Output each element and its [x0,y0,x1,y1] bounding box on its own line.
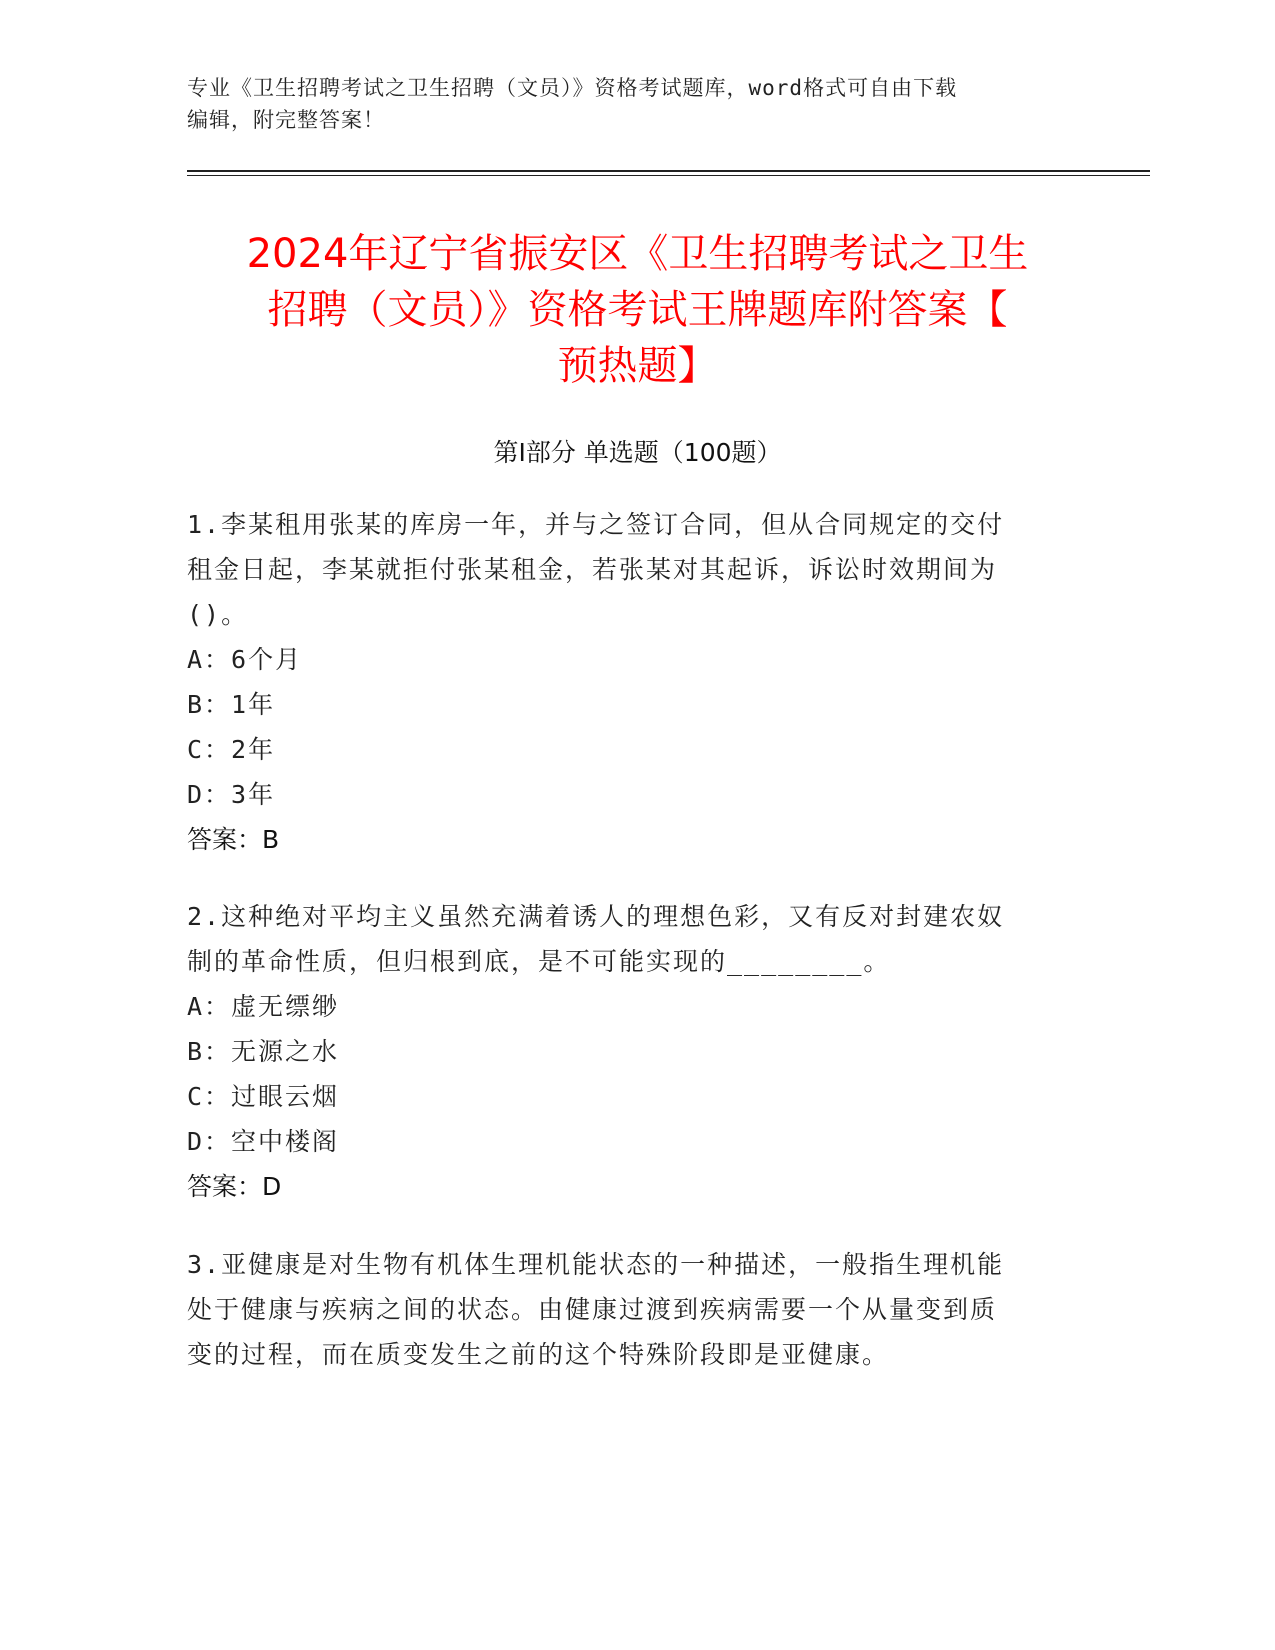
option-a: A：6个月 [187,645,303,674]
option-a: A：虚无缥缈 [187,992,340,1021]
question-stem [187,894,1067,984]
stem-line: ()。 [187,600,249,629]
stem-line: 租金日起，李某就拒付张某租金，若张某对其起诉，诉讼时效期间为 [187,555,998,584]
section-heading: 第I部分 单选题（100题） [493,438,782,467]
option-d: D：空中楼阁 [187,1127,340,1156]
header-note-line: 专业《卫生招聘考试之卫生招聘（文员）》资格考试题库，word格式可自由下载 [187,76,958,100]
header-divider-thin [187,175,1150,176]
answer: 答案：D [187,1172,282,1201]
title-line: 预热题】 [557,343,718,389]
option-b: B：无源之水 [187,1037,340,1066]
stem-line: 1.李某租用张某的库房一年，并与之签订合同，但从合同规定的交付 [187,510,1005,539]
question-3 [187,1242,1067,1377]
document-title [150,226,1125,394]
stem-line: 制的革命性质，但归根到底，是不可能实现的________。 [187,947,891,976]
question-2 [187,894,1067,1209]
question-1 [187,502,1067,862]
option-d: D：3年 [187,780,276,809]
title-line: 招聘（文员）》资格考试王牌题库附答案【 [267,287,1008,333]
answer: 答案：B [187,825,280,854]
question-stem [187,1242,1067,1377]
stem-line: 处于健康与疾病之间的状态。由健康过渡到疾病需要一个从量变到质 [187,1295,998,1324]
header-note-line: 编辑，附完整答案！ [187,108,385,132]
header-note [187,72,1067,136]
header-divider-thick [187,170,1150,172]
option-c: C：2年 [187,735,276,764]
title-line: 2024年辽宁省振安区《卫生招聘考试之卫生 [246,231,1029,277]
stem-line: 变的过程，而在质变发生之前的这个特殊阶段即是亚健康。 [187,1340,890,1369]
stem-line: 2.这种绝对平均主义虽然充满着诱人的理想色彩，又有反对封建农奴 [187,902,1005,931]
stem-line: 3.亚健康是对生物有机体生理机能状态的一种描述，一般指生理机能 [187,1250,1005,1279]
option-b: B：1年 [187,690,276,719]
option-c: C：过眼云烟 [187,1082,340,1111]
question-stem [187,502,1067,637]
